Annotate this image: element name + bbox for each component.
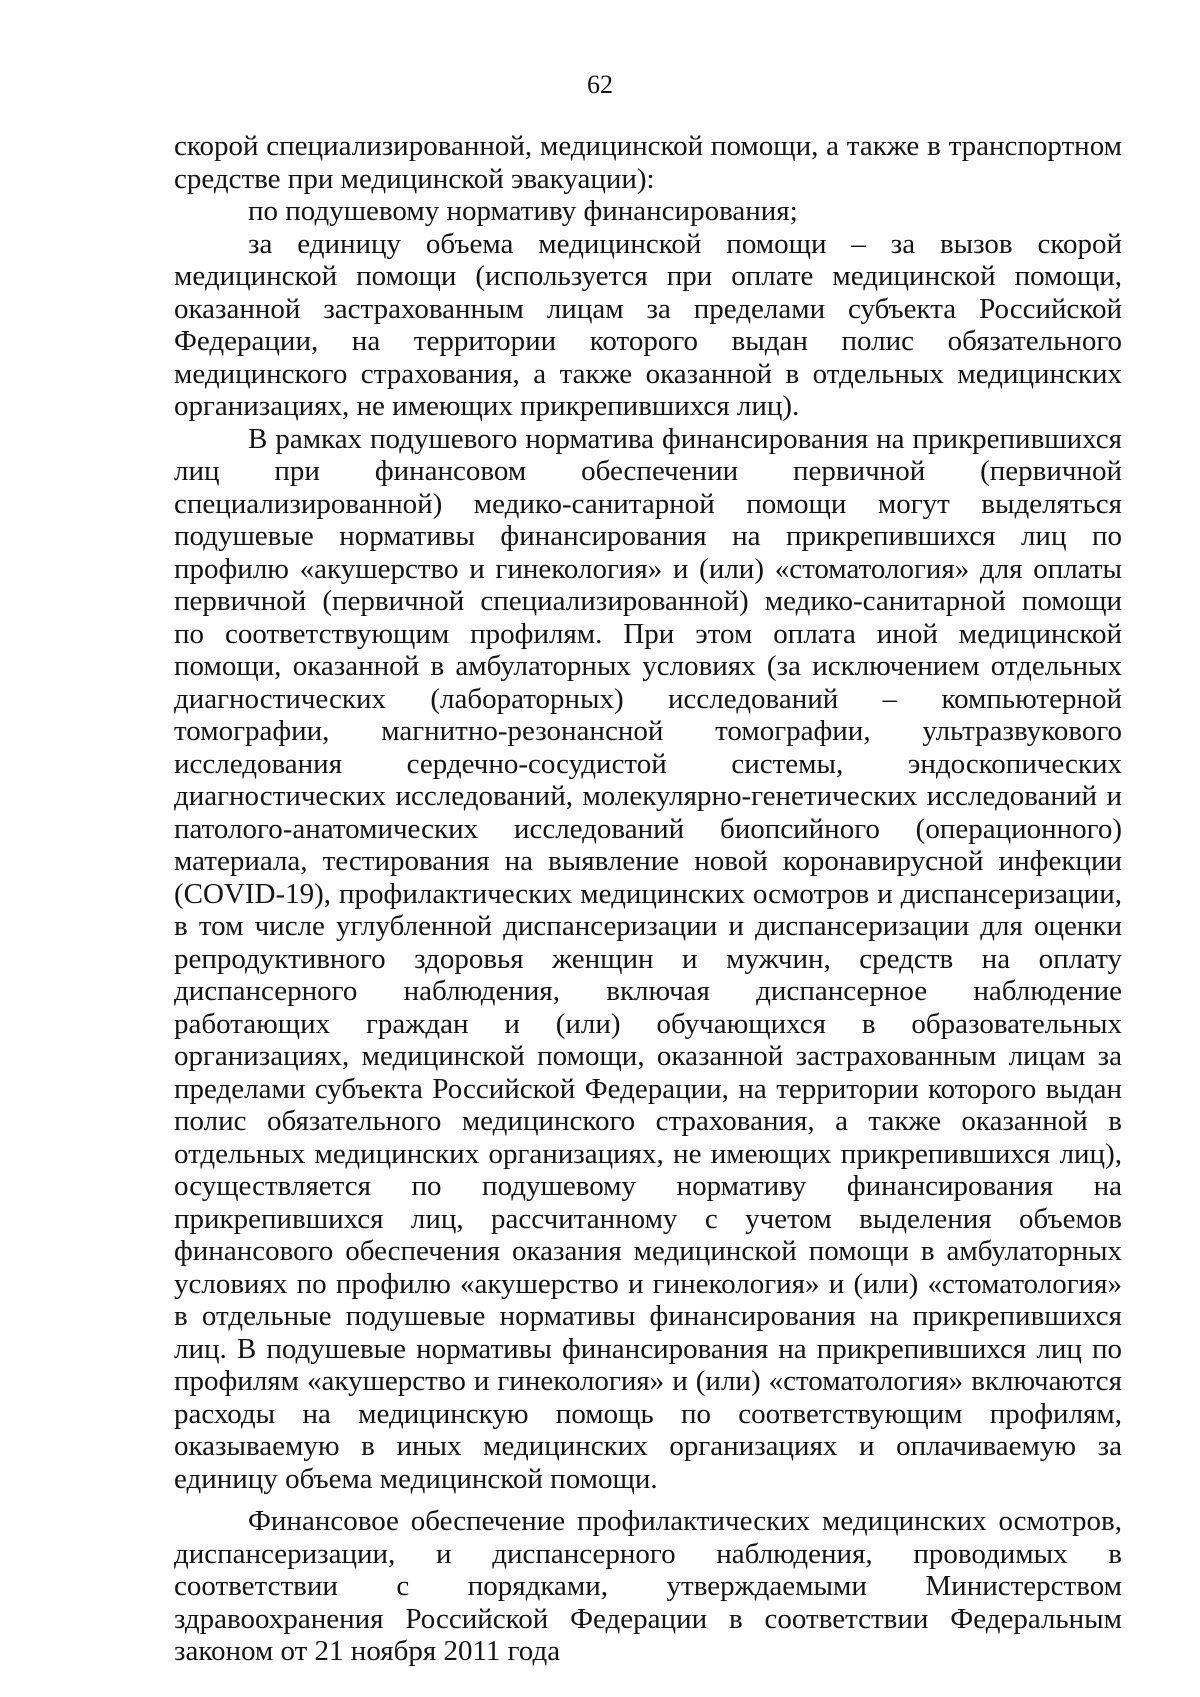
document-body <box>174 130 1122 1668</box>
paragraph-continuation: скорой специализированной, медицинской помощи, а также в транспортном средстве при медицинской эвакуации): <box>174 130 1122 195</box>
page-number: 62 <box>587 70 613 99</box>
paragraph-per-capita-framework: В рамках подушевого норматива финансирования на прикрепившихся лиц при финансовом обеспечении первичной (первичной специализированной) медико-санитарной помощи могут выделяться подушевые нормативы финансирования на прикрепившихся лиц по профилю «акушерство и гинекология» и (или) «стоматология» для оплаты первичной (первичной специализированной) медико-санитарной помощи по соответствующим профилям. При этом оплата иной медицинской помощи, оказанной в амбулаторных условиях (за исключением отдельных диагностических (лабораторных) исследований – компьютерной томографии, магнитно-резонансной томографии, ультразвукового исследования сердечно-сосудистой системы, эндоскопических диагностических исследований, молекулярно-генетических исследований и патолого-анатомических исследований биопсийного (операционного) материала, тестирования на выявление новой коронавирусной инфекции (COVID-19), профилактических медицинских осмотров и диспансеризации, в том числе углубленной диспансеризации и диспансеризации для оценки репродуктивного здоровья женщин и мужчин, средств на оплату диспансерного наблюдения, включая диспансерное наблюдение работающих граждан и (или) обучающихся в образовательных организациях, медицинской помощи, оказанной застрахованным лицам за пределами субъекта Российской Федерации, на территории которого выдан полис обязательного медицинского страхования, а также оказанной в отдельных медицинских организациях, не имеющих прикрепившихся лиц), осуществляется по подушевому нормативу финансирования на прикрепившихся лиц, рассчитанному с учетом выделения объемов финансового обеспечения оказания медицинской помощи в амбулаторных условиях по профилю «акушерство и гинекология» и (или) «стоматология» в отдельные подушевые нормативы финансирования на прикрепившихся лиц. В подушевые нормативы финансирования на прикрепившихся лиц по профилям «акушерство и гинекология» и (или) «стоматология» включаются расходы на медицинскую помощь по соответствующим профилям, оказываемую в иных медицинских организациях и оплачиваемую за единицу объема медицинской помощи. <box>174 422 1122 1495</box>
paragraph-financial-support: Финансовое обеспечение профилактических медицинских осмотров, диспансеризации, и диспансерного наблюдения, проводимых в соответствии с порядками, утверждаемыми Министерством здравоохранения Российской Федерации в соответствии Федеральным законом от 21 ноября 2011 года <box>174 1505 1122 1667</box>
paragraph-per-call: за единицу объема медицинской помощи – за вызов скорой медицинской помощи (используется при оплате медицинской помощи, оказанной застрахованным лицам за пределами субъекта Российской Федерации, на территории которого выдан полис обязательного медицинского страхования, а также оказанной в отдельных медицинских организациях, не имеющих прикрепившихся лиц). <box>174 227 1122 422</box>
paragraph-per-capita: по подушевому нормативу финансирования; <box>248 195 798 227</box>
